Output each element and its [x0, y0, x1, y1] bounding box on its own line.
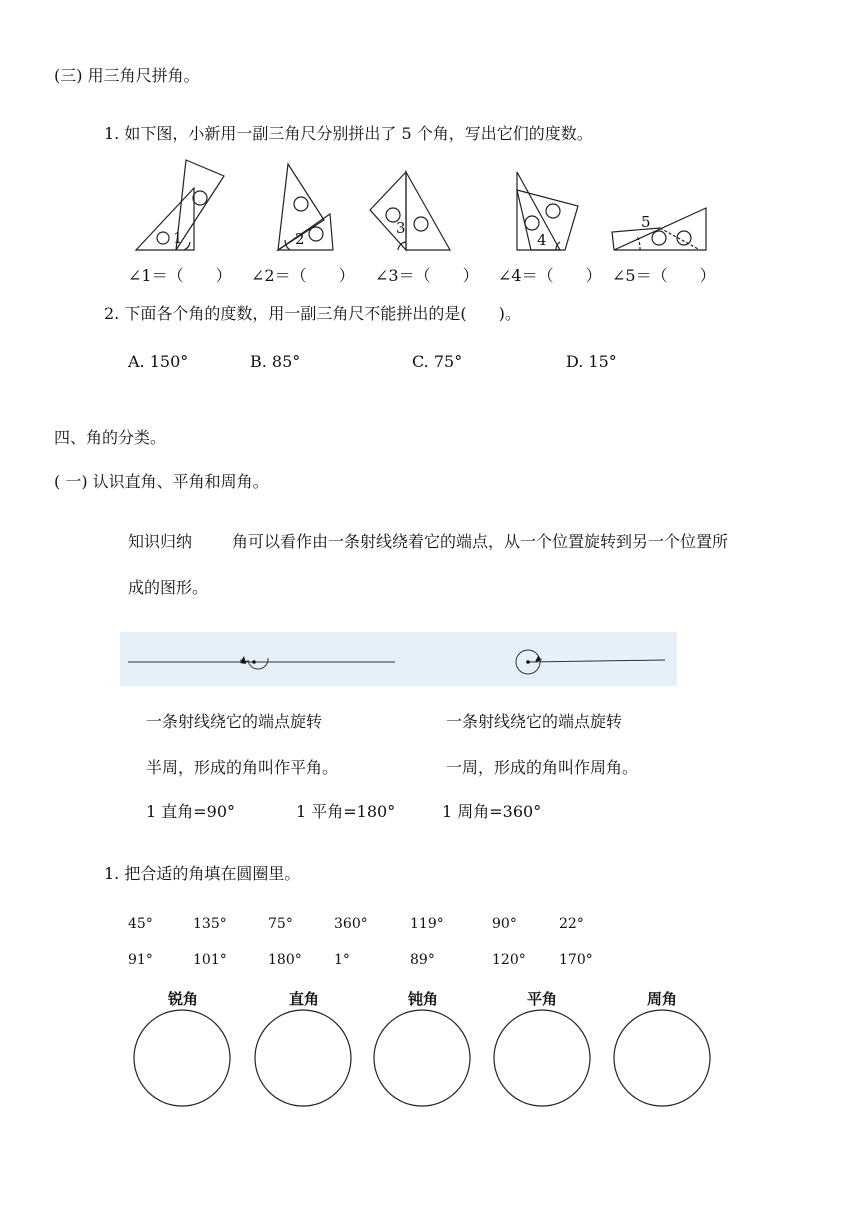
angle-value: 135° — [193, 916, 227, 932]
figure-number-4: 4 — [537, 231, 547, 249]
figure-number-3: 3 — [396, 219, 406, 237]
knowledge-title: 知识归纳 — [128, 532, 193, 551]
answer-circle-right — [255, 1010, 351, 1106]
figure-number-2: 2 — [295, 230, 305, 248]
answer-circles — [0, 1006, 860, 1116]
round-angle-desc: 一周，形成的角叫作周角。 — [446, 758, 639, 777]
flat-angle-desc: 一条射线绕它的端点旋转 — [146, 712, 323, 731]
ray-illustration — [120, 632, 677, 686]
figure-number-5: 5 — [641, 213, 651, 231]
option-c: C. 75° — [412, 352, 463, 371]
circle-label-acute: 锐角 — [167, 990, 198, 1008]
angle-value: 90° — [492, 916, 517, 932]
equality-round-angle: 1 周角=360° — [442, 802, 542, 821]
angle-value: 75° — [268, 916, 293, 932]
flat-angle-desc: 半周，形成的角叫作平角。 — [146, 758, 339, 777]
angle-value: 1° — [334, 952, 350, 968]
knowledge-text: 角可以看作由一条射线绕着它的端点，从一个位置旋转到另一个位置所 — [232, 532, 729, 551]
option-a: A. 150° — [128, 352, 189, 371]
angle-value: 180° — [268, 952, 302, 968]
angle-answer-1: ∠1＝（ ） — [128, 266, 232, 285]
circle-label-right: 直角 — [288, 990, 319, 1008]
angle-value: 45° — [128, 916, 153, 932]
circle-label-round: 周角 — [646, 990, 677, 1008]
angle-answer-4: ∠4＝（ ） — [498, 266, 602, 285]
round-angle-desc: 一条射线绕它的端点旋转 — [446, 712, 623, 731]
option-d: D. 15° — [566, 352, 617, 371]
angle-answer-2: ∠2＝（ ） — [251, 266, 355, 285]
section-heading: 四、角的分类。 — [54, 428, 167, 447]
angle-value: 120° — [492, 952, 526, 968]
angle-value: 119° — [410, 916, 444, 932]
answer-circle-obtuse — [374, 1010, 470, 1106]
angle-value: 22° — [559, 916, 584, 932]
triangle-figures — [0, 150, 860, 280]
angle-value: 360° — [334, 916, 368, 932]
equality-flat-angle: 1 平角=180° — [296, 802, 396, 821]
angle-value: 89° — [410, 952, 435, 968]
circle-label-flat: 平角 — [526, 990, 557, 1008]
question-text: 1. 把合适的角填在圆圈里。 — [104, 864, 301, 883]
angle-answer-5: ∠5＝（ ） — [612, 266, 716, 285]
circle-label-obtuse: 钝角 — [407, 990, 438, 1008]
angle-value: 101° — [193, 952, 227, 968]
answer-circle-flat — [494, 1010, 590, 1106]
subsection-heading: ( 一) 认识直角、平角和周角。 — [54, 472, 269, 491]
section-heading: (三) 用三角尺拼角。 — [54, 66, 200, 85]
angle-answer-3: ∠3＝（ ） — [375, 266, 479, 285]
option-b: B. 85° — [250, 352, 301, 371]
answer-circle-acute — [134, 1010, 230, 1106]
question-text: 2. 下面各个角的度数，用一副三角尺不能拼出的是( )。 — [104, 304, 521, 323]
equality-right-angle: 1 直角=90° — [146, 802, 236, 821]
question-text: 1. 如下图，小新用一副三角尺分别拼出了 5 个角，写出它们的度数。 — [104, 124, 593, 143]
knowledge-text: 成的图形。 — [128, 578, 209, 597]
figure-number-1: 1 — [173, 229, 183, 247]
angle-value: 170° — [559, 952, 593, 968]
answer-circle-round — [614, 1010, 710, 1106]
angle-value: 91° — [128, 952, 153, 968]
